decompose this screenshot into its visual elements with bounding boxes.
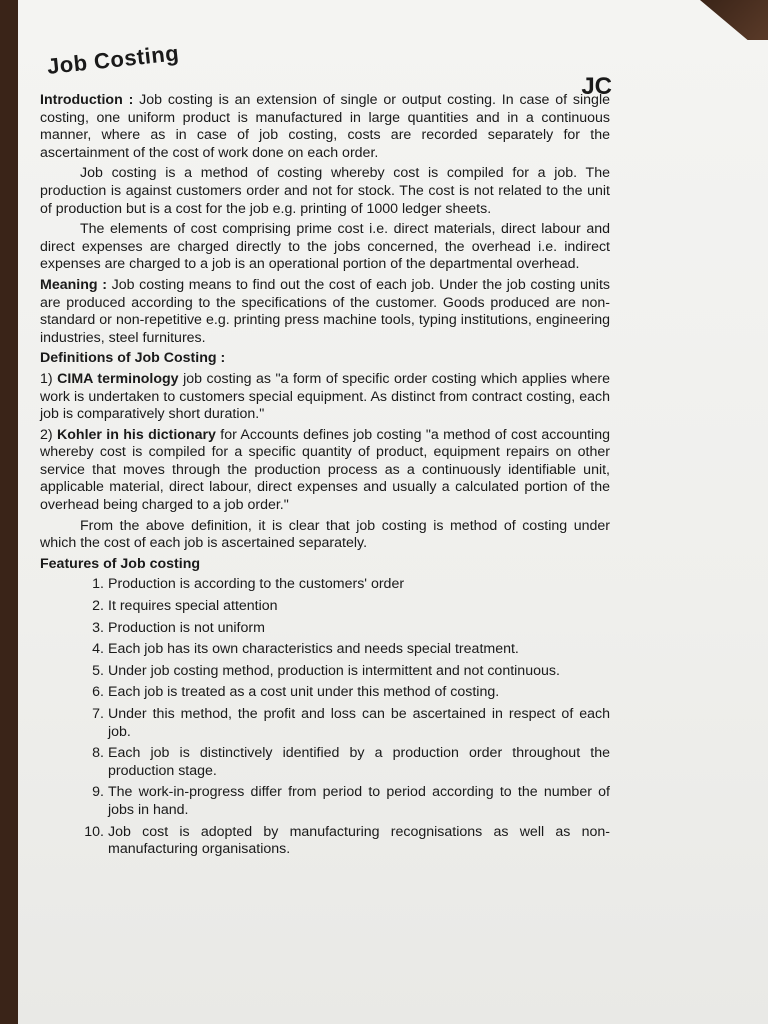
list-item: 5. Under job costing method, production is intermittent and not continuous. bbox=[92, 662, 560, 679]
document-page bbox=[18, 0, 768, 1024]
list-item: 3. Production is not uniform bbox=[92, 619, 265, 636]
definition-1-number: 1) bbox=[40, 370, 53, 387]
definition-2-text: for Accounts defines job costing "a method of cost accounting whereby cost is compiled for a specific quantity of product, equipment repairs on other service that moves through the production process as a continuously identifiable unit, applicable material, direct labour, direct expenses and usually a calculated portion of the overhead being charged to a job order." bbox=[40, 426, 610, 514]
list-item: 8. Each job is distinctively identified by a production order throughout the production stage. bbox=[92, 745, 610, 779]
page-content bbox=[40, 40, 612, 863]
intro-label: Introduction : bbox=[40, 92, 134, 108]
meaning-text: Job costing means to find out the cost of each job. Under the job costing units are produced according to the specifications of the customer. Goods produced are non-standard or non-repetitive e.g. printing press machine tools, typing institutions, engineering industries, steel furnitures. bbox=[40, 276, 610, 346]
para-elements-of-cost: The elements of cost comprising prime cost i.e. direct materials, direct labour and direct expenses are charged directly to the jobs concerned, the overhead i.e. indirect expenses are charged to a job is an operational portion of the departmental overhead. bbox=[40, 221, 610, 273]
list-item: 7. Under this method, the profit and loss can be ascertained in respect of each job. bbox=[92, 706, 610, 740]
definitions-heading: Definitions of Job Costing : bbox=[40, 350, 226, 367]
list-item: 1. Production is according to the customers' order bbox=[92, 576, 405, 593]
list-item: 9. The work-in-progress differ from period to period according to the number of jobs in hand. bbox=[92, 784, 610, 818]
list-item: 10. Job cost is adopted by manufacturing recognisations as well as non-manufacturing organisations. bbox=[84, 823, 610, 858]
meaning-paragraph bbox=[40, 277, 610, 347]
chapter-code: JC bbox=[581, 73, 612, 100]
intro-text: Job costing is an extension of single or output costing. In case of single costing, one uniform product is manufactured in large quantities and in a continuous manner, where as in case of job costing, costs are recorded separately for the ascertainment of the cost of work done on each order. bbox=[40, 92, 610, 161]
definition-2 bbox=[40, 427, 610, 515]
definition-1-text: job costing as "a form of specific order costing which applies where work is undertaken to customers special equipment. As distinct from contract costing, each job is comparatively short duration." bbox=[40, 370, 610, 423]
conclusion-paragraph: From the above definition, it is clear that job costing is method of costing under which the cost of each job is ascertained separately. bbox=[40, 517, 610, 552]
intro-paragraph bbox=[40, 92, 610, 162]
list-item: 2. It requires special attention bbox=[92, 598, 278, 615]
list-item: 6. Each job is treated as a cost unit under this method of costing. bbox=[92, 684, 500, 701]
features-heading: Features of Job costing bbox=[40, 555, 201, 572]
para-job-costing-method: Job costing is a method of costing whereby cost is compiled for a job. The production is against customers order and not for stock. The cost is not related to the unit of production but is a cost for the job e.g. printing of 1000 ledger sheets. bbox=[40, 165, 610, 217]
list-item: 4. Each job has its own characteristics and needs special treatment. bbox=[92, 641, 519, 658]
features-list bbox=[40, 576, 610, 858]
definition-1-label: CIMA terminology bbox=[57, 370, 179, 387]
definition-1 bbox=[40, 371, 610, 424]
definition-2-label: Kohler in his dictionary bbox=[56, 426, 216, 443]
definition-2-number: 2) bbox=[40, 426, 53, 443]
page-title: Job Costing bbox=[45, 40, 181, 79]
meaning-label: Meaning : bbox=[40, 276, 107, 293]
